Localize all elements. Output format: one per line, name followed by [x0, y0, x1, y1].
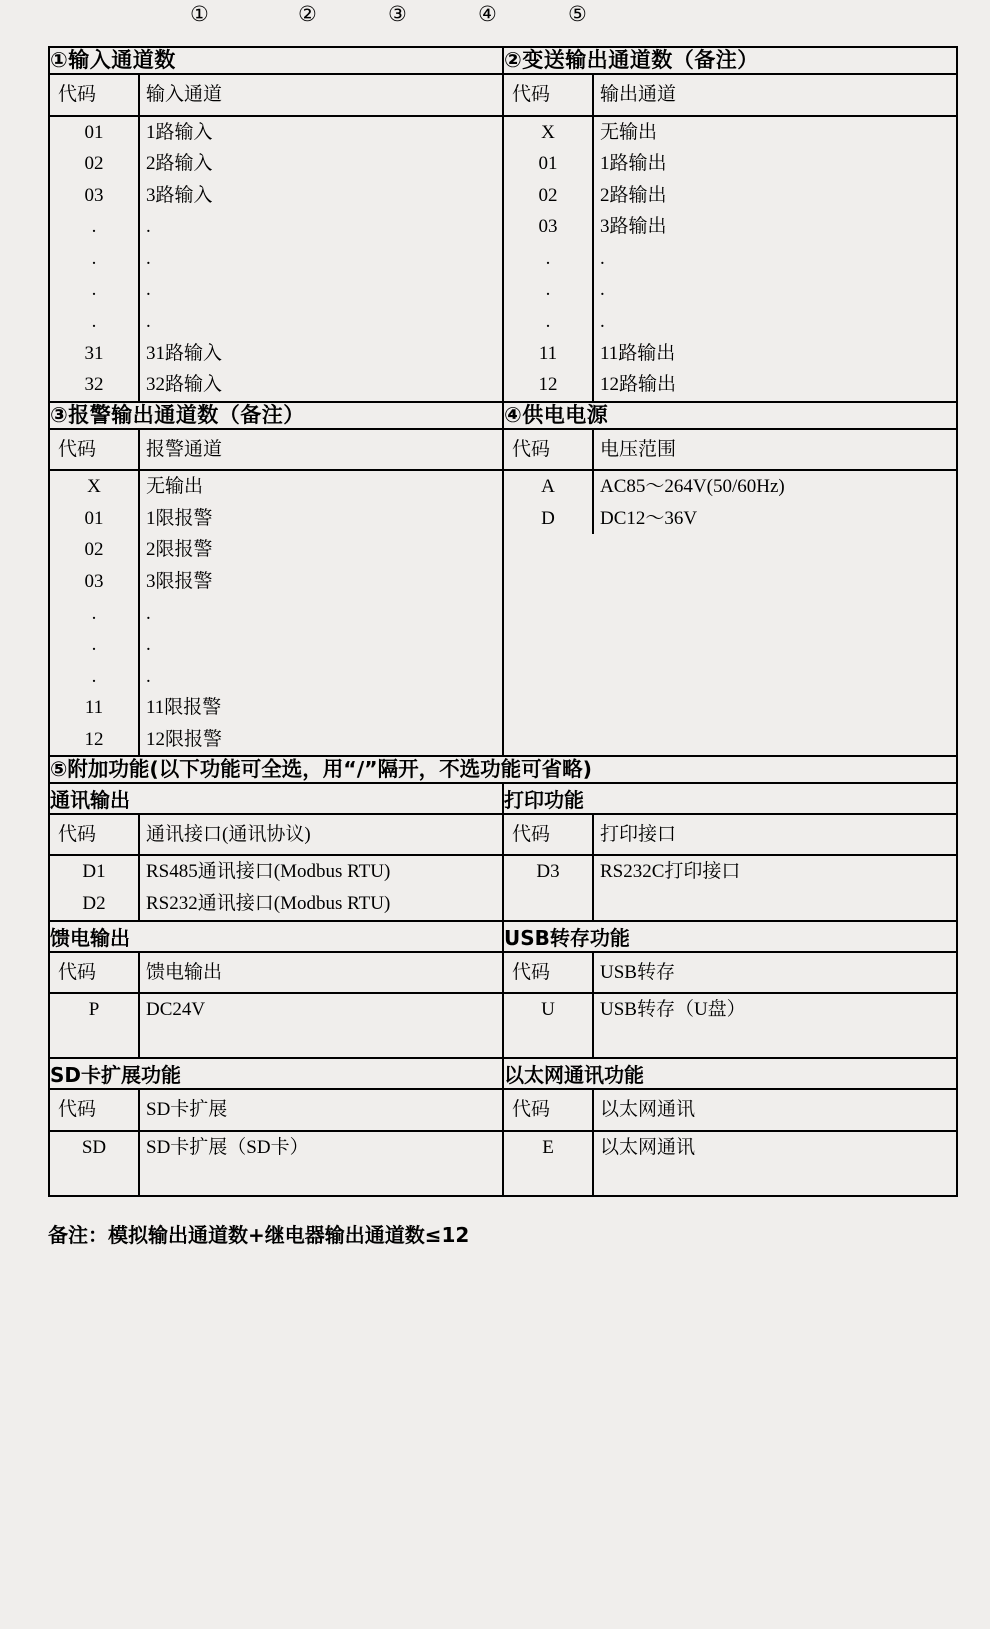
- section1-title: ①输入通道数: [49, 47, 503, 74]
- code-cell: .: [504, 243, 593, 275]
- value-cell: 32路输入: [146, 374, 223, 396]
- table-row: [504, 1163, 956, 1195]
- section5-group-body-row-3: [49, 1089, 957, 1196]
- section4-title: ④供电电源: [503, 402, 957, 429]
- table-row: [50, 338, 502, 370]
- table-row: [504, 338, 956, 370]
- code-cell: .: [50, 598, 139, 630]
- section5-group-body-row-2: [49, 952, 957, 1059]
- section4-code-header: 代码: [504, 430, 593, 471]
- table-row: [50, 692, 502, 724]
- table-row: [50, 116, 502, 149]
- value-cell: RS232C打印接口: [600, 861, 741, 883]
- table-row: [50, 661, 502, 693]
- value-cell: 31路输入: [146, 342, 223, 364]
- section3-body: [49, 429, 503, 756]
- value-cell: SD卡扩展（SD卡）: [146, 1136, 309, 1158]
- table-header-row: [50, 430, 502, 471]
- section5-title: ⑤附加功能(以下功能可全选，用“/”隔开，不选功能可省略): [49, 756, 957, 783]
- value-cell: 3路输入: [146, 184, 213, 206]
- code-cell: X: [504, 116, 593, 149]
- code-cell: 02: [50, 534, 139, 566]
- table-row: [50, 724, 502, 756]
- code-cell: X: [50, 470, 139, 503]
- value-cell: 3路输出: [600, 216, 667, 238]
- group-body-comm-output: [49, 814, 503, 921]
- group-title-sd: SD卡扩展功能: [49, 1058, 503, 1089]
- code-cell: .: [50, 661, 139, 693]
- value-cell: 3限报警: [146, 571, 213, 593]
- table-row: [50, 306, 502, 338]
- group-title-ethernet: 以太网通讯功能: [503, 1058, 957, 1089]
- value-cell: .: [600, 279, 605, 301]
- code-cell: .: [50, 243, 139, 275]
- section-body-row-2: [49, 429, 957, 756]
- table-row: [504, 1026, 956, 1058]
- section2-value-header: 输出通道: [593, 75, 956, 116]
- code-cell: .: [50, 274, 139, 306]
- group-title-comm-output: 通讯输出: [49, 783, 503, 814]
- table-row: [504, 369, 956, 401]
- value-header: USB转存: [593, 953, 956, 994]
- value-cell: 1路输入: [146, 121, 213, 143]
- section5-group-head-row-2: [49, 921, 957, 952]
- section3-value-header: 报警通道: [139, 430, 502, 471]
- code-cell: P: [50, 993, 139, 1026]
- table-row: [504, 306, 956, 338]
- value-cell: DC24V: [146, 999, 206, 1021]
- power-feed-list: [50, 953, 502, 1058]
- value-cell: 11限报警: [146, 697, 222, 719]
- table-row: [504, 888, 956, 920]
- value-header: 馈电输出: [139, 953, 502, 994]
- code-cell: 12: [50, 724, 139, 756]
- code-cell: 11: [50, 692, 139, 724]
- table-header-row: [504, 430, 956, 471]
- value-cell: RS232通讯接口(Modbus RTU): [146, 893, 391, 914]
- table-row: [50, 855, 502, 888]
- code-header: 代码: [504, 953, 593, 994]
- table-header-row: [50, 1090, 502, 1131]
- table-row: [504, 503, 956, 535]
- sd-list: [50, 1090, 502, 1195]
- group-title-power-feed: 馈电输出: [49, 921, 503, 952]
- table-row: [50, 629, 502, 661]
- value-cell: 无输出: [600, 121, 658, 143]
- group-title-usb: USB转存功能: [503, 921, 957, 952]
- table-row: [50, 180, 502, 212]
- table-header-row: [50, 75, 502, 116]
- table-row: [50, 503, 502, 535]
- code-cell: .: [50, 306, 139, 338]
- code-cell: .: [504, 306, 593, 338]
- group-body-print: [503, 814, 957, 921]
- group-body-sd: [49, 1089, 503, 1196]
- code-cell: SD: [50, 1131, 139, 1164]
- table-row: [504, 993, 956, 1026]
- code-cell: U: [504, 993, 593, 1026]
- table-header-row: [504, 1090, 956, 1131]
- section-title-row-3: [49, 756, 957, 783]
- value-header: 打印接口: [593, 815, 956, 856]
- section-title-row-1: [49, 47, 957, 74]
- table-row: [504, 243, 956, 275]
- code-cell: 32: [50, 369, 139, 401]
- section4-body: [503, 429, 957, 756]
- section3-title: ③报警输出通道数（备注）: [49, 402, 503, 429]
- code-cell: 03: [504, 211, 593, 243]
- code-cell: D3: [504, 855, 593, 888]
- table-row: [504, 211, 956, 243]
- code-cell: 11: [504, 338, 593, 370]
- table-row: [50, 598, 502, 630]
- section1-body: [49, 74, 503, 401]
- table-row: [504, 1131, 956, 1164]
- section3-list: [50, 430, 502, 755]
- code-cell: 12: [504, 369, 593, 401]
- table-header-row: [504, 815, 956, 856]
- spec-table: [48, 46, 958, 1197]
- value-cell: .: [600, 311, 605, 333]
- value-cell: 1路输出: [600, 153, 667, 175]
- value-cell: 2路输出: [600, 184, 667, 206]
- code-cell: A: [504, 470, 593, 503]
- value-cell: .: [146, 634, 151, 656]
- table-row: [50, 888, 502, 920]
- section5-group-body-row-1: [49, 814, 957, 921]
- group-body-ethernet: [503, 1089, 957, 1196]
- footnote: 备注：模拟输出通道数+继电器输出通道数≤12: [48, 1222, 470, 1247]
- code-cell: 01: [504, 148, 593, 180]
- table-row: [50, 243, 502, 275]
- code-cell: 01: [50, 503, 139, 535]
- value-cell: 1限报警: [146, 507, 213, 529]
- section5-group-head-row-1: [49, 783, 957, 814]
- marker-5: ⑤: [568, 2, 587, 26]
- section4-list: [504, 430, 956, 535]
- usb-list: [504, 953, 956, 1058]
- section4-value-header: 电压范围: [593, 430, 956, 471]
- section2-body: [503, 74, 957, 401]
- table-row: [504, 180, 956, 212]
- code-header: 代码: [50, 815, 139, 856]
- section3-code-header: 代码: [50, 430, 139, 471]
- section1-code-header: 代码: [50, 75, 139, 116]
- comm-output-list: [50, 815, 502, 920]
- value-cell: .: [146, 602, 151, 624]
- table-row: [504, 148, 956, 180]
- value-cell: 11路输出: [600, 342, 676, 364]
- section1-value-header: 输入通道: [139, 75, 502, 116]
- code-cell: .: [504, 274, 593, 306]
- value-cell: 以太网通讯: [600, 1136, 696, 1158]
- table-row: [50, 1131, 502, 1164]
- value-cell: .: [146, 247, 151, 269]
- section-title-row-2: [49, 402, 957, 429]
- value-header: SD卡扩展: [139, 1090, 502, 1131]
- table-header-row: [504, 953, 956, 994]
- marker-row: [40, 0, 950, 46]
- table-row: [504, 116, 956, 149]
- code-header: 代码: [50, 953, 139, 994]
- code-cell: .: [50, 629, 139, 661]
- marker-2: ②: [298, 2, 317, 26]
- marker-3: ③: [388, 2, 407, 26]
- code-cell: D: [504, 503, 593, 535]
- marker-4: ④: [478, 2, 497, 26]
- group-title-print: 打印功能: [503, 783, 957, 814]
- section1-list: [50, 75, 502, 400]
- code-header: 代码: [50, 1090, 139, 1131]
- code-cell: 03: [50, 180, 139, 212]
- table-row: [50, 369, 502, 401]
- value-cell: .: [146, 216, 151, 238]
- code-cell: E: [504, 1131, 593, 1164]
- section2-title: ②变送输出通道数（备注）: [503, 47, 957, 74]
- code-cell: 02: [50, 148, 139, 180]
- group-body-power-feed: [49, 952, 503, 1059]
- code-cell: 31: [50, 338, 139, 370]
- value-cell: 12限报警: [146, 728, 223, 750]
- section-body-row-1: [49, 74, 957, 401]
- value-cell: DC12～36V: [600, 507, 698, 529]
- table-row: [50, 993, 502, 1026]
- code-cell: 03: [50, 566, 139, 598]
- code-header: 代码: [504, 1090, 593, 1131]
- section2-code-header: 代码: [504, 75, 593, 116]
- print-list: [504, 815, 956, 920]
- table-row: [50, 274, 502, 306]
- value-cell: 2限报警: [146, 539, 213, 561]
- table-row: [50, 1026, 502, 1058]
- table-row: [50, 470, 502, 503]
- code-header: 代码: [504, 815, 593, 856]
- code-cell: 02: [504, 180, 593, 212]
- code-cell: .: [50, 211, 139, 243]
- table-row: [504, 470, 956, 503]
- table-header-row: [504, 75, 956, 116]
- value-cell: .: [146, 665, 151, 687]
- value-cell: RS485通讯接口(Modbus RTU): [146, 861, 391, 883]
- table-row: [50, 534, 502, 566]
- section2-list: [504, 75, 956, 400]
- table-row: [50, 566, 502, 598]
- code-cell: D1: [50, 855, 139, 888]
- value-cell: .: [146, 279, 151, 301]
- table-row: [50, 1163, 502, 1195]
- table-header-row: [50, 953, 502, 994]
- group-body-usb: [503, 952, 957, 1059]
- table-row: [504, 274, 956, 306]
- table-header-row: [50, 815, 502, 856]
- value-cell: USB转存（U盘）: [600, 999, 746, 1021]
- table-row: [504, 855, 956, 888]
- code-cell: D2: [50, 888, 139, 920]
- value-cell: 2路输入: [146, 153, 213, 175]
- value-cell: 无输出: [146, 476, 204, 498]
- section5-group-head-row-3: [49, 1058, 957, 1089]
- table-row: [50, 211, 502, 243]
- code-cell: 01: [50, 116, 139, 149]
- value-cell: .: [146, 311, 151, 333]
- ethernet-list: [504, 1090, 956, 1195]
- value-header: 通讯接口(通讯协议): [139, 815, 502, 856]
- value-header: 以太网通讯: [593, 1090, 956, 1131]
- value-cell: AC85～264V(50/60Hz): [600, 476, 785, 498]
- table-row: [50, 148, 502, 180]
- value-cell: .: [600, 247, 605, 269]
- value-cell: 12路输出: [600, 374, 677, 396]
- marker-1: ①: [190, 2, 209, 26]
